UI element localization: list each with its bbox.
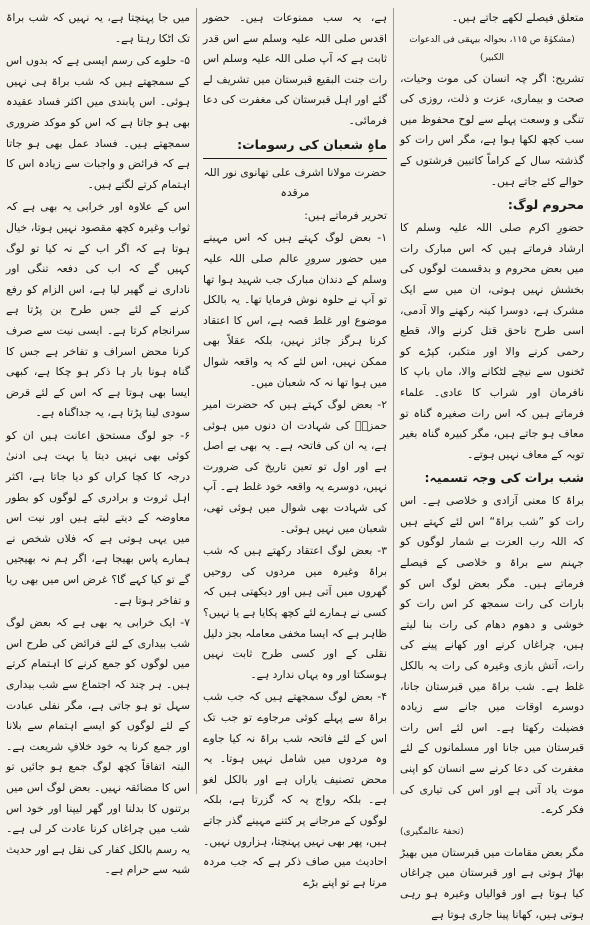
column-divider xyxy=(196,8,197,794)
paragraph: براۃ کا معنی آزادی و خلاصی ہے۔ اس رات کو ”شب براۃ“ اس لئے کہتے ہیں کہ اللہ رب العزت بے شمار لوگوں کو جہنم سے براۃ و خلاصی کے فیصلے فرماتے ہیں۔ مگر بعض لوگ اس کو بارات کی رات سمجھ کر اس رات کو خوشی و دھوم دھام کی رات بنا لیتے ہیں، چراغاں کرنے اور کھانے پینے کی رات، آتش بازی وغیرہ کی رات یہ بالکل غلط ہے۔ شب براۃ میں قبرستان جانا، دوسرے اوقات میں جانے سے زیادہ فضیلت رکھتا ہے۔ اس لئے اس رات قبرستان میں جانا اور مسلمانوں کے لئے مغفرت کی دعا کرنے سے انسان کو اپنی موت یاد آتی ہے اور اس کی تیاری کی فکر کرے۔ xyxy=(400,494,584,817)
paragraph: میں جا پہنچتا ہے، یہ نہیں کہ شب براۃ تک اٹکا رہتا ہے۔ xyxy=(6,11,190,45)
section-heading: شب برات کی وجہ تسمیہ: xyxy=(424,470,584,486)
column-middle xyxy=(203,8,387,889)
column-left xyxy=(6,8,190,877)
paragraph: ہے، یہ سب ممنوعات ہیں۔ حضور اقدس صلی اللہ علیہ وسلم سے اس قدر ثابت ہے کہ آپ صلی اللہ علیہ وسلم اس رات جنت البقیع قبرستان میں تشریف لے گئے اور اہل قبرستان کی مغفرت کی دعا فرمائی۔ xyxy=(203,11,387,127)
section-heading: ماہِ شعبان کی رسومات: xyxy=(237,136,387,152)
paragraph: ۶- جو لوگ مستحق اعانت ہیں ان کو کوئی بھی نہیں دیتا یا بہت ہی ادنیٰ درجہ کا کچا کراں کو دیا جاتا ہے، اکثر اہل ثروت و برادری کے لوگوں کو بطور معاوضہ کے دیتے لیتے ہیں اور نیت اس میں یہی ہوتی ہے کہ فلاں شخص نے ہمارے پاس بھیجا ہے، اگر ہم نہ بھیجیں گے تو کیا کہے گا؟ غرض اس میں بھی ریا و تفاخر ہوتا ہے۔ xyxy=(6,428,190,607)
citation: (مشکوٰۃ ص ۱۱۵، بحوالہ بیہقی فی الدعوات الکبیر) xyxy=(409,34,575,63)
heading-underline xyxy=(203,158,387,159)
section-heading: محروم لوگ: xyxy=(507,197,584,213)
opening-line: متعلق فیصلے لکھے جاتے ہیں۔ xyxy=(451,11,584,24)
paragraph: حضورِ اکرم صلی اللہ علیہ وسلم کا ارشاد فرماتے ہیں کہ اس مبارک رات میں بعض محروم و بدقسمت لوگوں کی بخشش نہیں ہوتی، ان میں سے ایک مشرک ہے، دوسرا کینہ رکھنے والا آدمی، اسی طرح ناحق قتل کرنے والا، قطع رحمی کرنے والا اور متکبر، کپڑے کو ٹخنوں سے نیچے لٹکانے والا، ماں باپ کا نافرمان اور شراب کا عادی۔ علماء فرماتے ہیں کہ اس رات صغیرہ گناہ تو معاف ہو جاتے ہیں، مگر کبیرہ گناہ بغیر توبہ کے معاف نہیں ہوتے۔ xyxy=(400,221,584,461)
column-divider xyxy=(393,8,394,794)
paragraph: ۱- بعض لوگ کہتے ہیں کہ اس مہینے میں حضور سرورِ عالم صلی اللہ علیہ وسلم کے دندان مبارک جب شہید ہوا تھا تو آپ نے حلوہ نوش فرمایا تھا۔ یہ بالکل موضوع اور غلط قصہ ہے، اس کا اعتقاد کرنا ہرگز جائز نہیں، بلکہ عقلاً بھی ممکن نہیں، اس لئے کہ یہ واقعہ شوال میں ہوا تھا نہ کہ شعبان میں۔ xyxy=(203,231,387,389)
paragraph: ۳- بعض لوگ اعتقاد رکھتے ہیں کہ شب براۃ وغیرہ میں مردوں کی روحیں گھروں میں آتی ہیں اور دیکھتی ہیں کہ کسی نے ہمارے لئے کچھ پکایا ہے یا نہیں؟ ظاہر ہے کہ ایسا مخفی معاملہ بجز دلیل نقلی کے اور کسی طرح ثابت نہیں ہوسکتا اور وہ یہاں ندارد ہے۔ xyxy=(203,544,387,681)
author-line: حضرت مولانا اشرف علی تھانوی نور اللہ مرقدہ xyxy=(203,165,387,200)
paragraph: اس کے علاوہ اور خرابی یہ بھی ہے کہ ثواب وغیرہ کچھ مقصود نہیں ہوتا، خیال ہوتا ہے کہ اگر اب کے نہ کیا تو لوگ کہیں گے کہ اب کی دفعہ تنگی اور ناداری نے گھیر لیا ہے، اس الزام کو رفع کرنے کے لئے جس طرح بن پڑتا ہے سرانجام کرتا ہے۔ ایسی نیت سے صرف کرنا محض اسراف و تفاخر ہے جس کا گناہ ہونا بار ہا ذکر ہو چکا ہے، کبھی ایسا بھی ہوتا ہے کہ اس کے لئے قرض سودی لینا پڑتا ہے، یہ جداگناہ ہے۔ xyxy=(6,200,190,420)
paragraph: ۵- حلوے کی رسم ایسی ہے کہ بدوں اس کے سمجھتے ہیں کہ شب براۃ ہی نہیں ہوئی۔ اس پابندی میں اکثر فساد عقیدہ بھی ہو جاتا ہے کہ اس کو موکد ضروری سمجھتے ہیں۔ فساد عمل بھی ہو جاتا ہے کہ فرائض و واجبات سے زیادہ اس کا اہتمام کرتے لگتے ہیں۔ xyxy=(6,54,190,191)
citation: (تحفۃ عالمگیری) xyxy=(400,826,464,837)
paragraph: مگر بعض مقامات میں قبرستان میں بھیڑ بھاڑ ہوتی ہے اور قبرستان میں چراغاں کیا ہوتا ہے اور قوالیاں وغیرہ ہو رہی ہوتی ہیں، کھانا پینا جاری ہوتا ہے xyxy=(400,845,584,921)
paragraph: ۲- بعض لوگ کہتے ہیں کہ حضرت امیر حمزہؓ کی شہادت ان دنوں میں ہوئی ہے، یہ ان کی فاتحہ ہے۔ یہ بھی بے اصل ہے اور اول تو تعین تاریخ کی ضرورت نہیں، دوسرے یہ واقعہ خود غلط ہے۔ آپ کی شہادت بھی شوال میں ہوئی تھی، شعبان میں نہیں ہوئی۔ xyxy=(203,398,387,535)
paragraph: ۴- بعض لوگ سمجھتے ہیں کہ جب شب براۃ سے پہلے کوئی مرجاوے تو جب تک اس کے لئے فاتحہ شب براۃ نہ کیا جاوے وہ مردوں میں شامل نہیں ہوتا۔ یہ محض تصنیف یاراں ہے اور بالکل لغو ہے۔ بلکہ رواج یہ کہ گزرتا ہے، بلکہ لوگوں کے مرجانے پر کتنے مہینے گذر جاتے ہیں، پھر بھی نہیں پہنچتا، ہزاروں نہیں۔ احادیث میں صاف ذکر ہے کہ جب مردہ مرتا ہے تو اپنے بڑے xyxy=(203,690,387,889)
paragraph: ۷- ایک خرابی یہ بھی ہے کہ بعض لوگ شب بیداری کے لئے فرائض کی طرح اس میں لوگوں کو جمع کرنے کا اہتمام کرتے ہیں۔ ہر چند کہ اجتماع سے شب بیداری سہل تو ہو جاتی ہے، مگر نفلی عبادت کے لئے لوگوں کو ایسے اہتمام سے بلانا اور جمع کرنا یہ خود خلافِ شریعت ہے۔ البتہ اتفاقاً کچھ لوگ جمع ہو جائیں تو اس کا مضائقہ نہیں۔ بعض لوگ اس میں برتنوں کا بدلنا اور گھر لیپنا اور خود اس شب میں چراغاں کرنا عادت کر لی ہے۔ یہ رسم بالکل کفار کی نقل ہے اور حدیث شبہ سے حرام ہے۔ xyxy=(6,616,190,877)
author-line: تحریر فرماتے ہیں: xyxy=(304,208,387,222)
paragraph: تشریح: اگر چہ انسان کی موت وحیات، صحت و بیماری، عزت و ذلت، روزی کی تنگی و وسعت پہلے سے لوح محفوظ میں سب کچھ لکھا ہوا ہے، مگر اس رات کو گذشتہ سال کے کراماً کاتبین فرشتوں کے حوالے کئے جاتے ہیں۔ xyxy=(400,71,584,188)
column-right xyxy=(400,8,584,921)
